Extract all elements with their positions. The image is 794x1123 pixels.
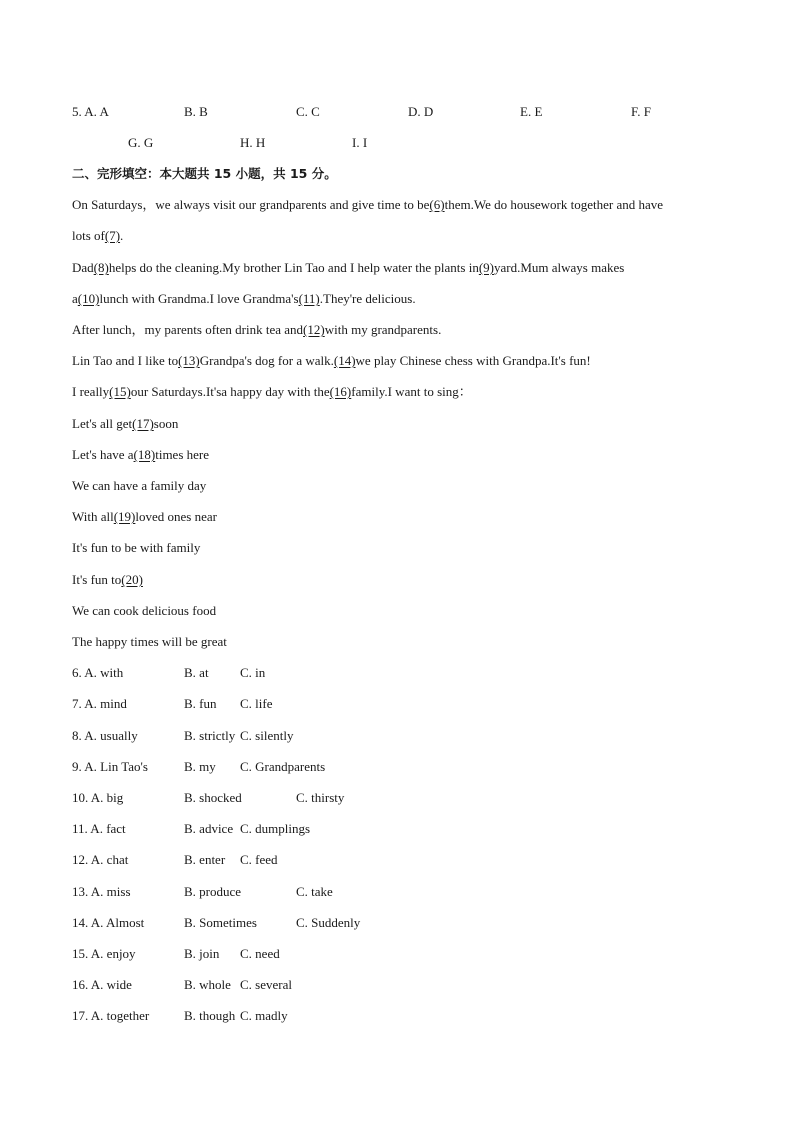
blank-16: (16) [329, 384, 352, 399]
q5-option-c: C. C [296, 104, 320, 119]
passage-text: With all [72, 509, 114, 524]
passage-text: a [72, 291, 78, 306]
question-9-option-a: 9. A. Lin Tao's [72, 759, 148, 774]
question-7-option-a: 7. A. mind [72, 696, 127, 711]
question-13-option-a: 13. A. miss [72, 884, 131, 899]
passage-text: yard.Mum always makes [494, 260, 625, 275]
song-line [72, 572, 143, 588]
question-11-option-c: C. dumplings [240, 821, 311, 836]
passage-text: family.I want to sing： [351, 384, 472, 399]
question-17-option-b: B. though [184, 1008, 236, 1023]
passage-text: them.We do housework together and have [444, 197, 664, 212]
passage-text: It's fun to [72, 572, 122, 587]
q5-option-h: H. H [240, 135, 266, 150]
q5-option-b: B. B [184, 104, 208, 119]
section-heading: 二、完形填空：本大题共 15 小题，共 15 分。 [72, 166, 337, 181]
question-13-option-c: C. take [296, 884, 333, 899]
question-12-option-a: 12. A. chat [72, 852, 129, 867]
blank-7: (7) [104, 228, 121, 243]
song-line [72, 447, 209, 463]
song-line: We can cook delicious food [72, 603, 217, 618]
song-line: It's fun to be with family [72, 540, 201, 555]
passage-text: soon [153, 416, 179, 431]
passage-text: Lin Tao and I like to [72, 353, 179, 368]
passage-text: loved ones near [135, 509, 217, 524]
question-8-option-a: 8. A. usually [72, 728, 138, 743]
passage-text: Grandpa's dog for a walk. [199, 353, 334, 368]
blank-17: (17) [132, 416, 154, 431]
question-7-option-c: C. life [240, 696, 273, 711]
blank-11: (11) [298, 291, 320, 306]
question-9-option-c: C. Grandparents [240, 759, 326, 774]
q5-option-a: 5. A. A [72, 104, 109, 119]
question-6-option-a: 6. A. with [72, 665, 124, 680]
passage-line [72, 228, 123, 244]
question-15-option-b: B. join [184, 946, 220, 961]
song-line: The happy times will be great [72, 634, 227, 649]
song-line: We can have a family day [72, 478, 207, 493]
question-15-option-c: C. need [240, 946, 280, 961]
question-14-option-c: C. Suddenly [296, 915, 361, 930]
q5-option-d: D. D [408, 104, 434, 119]
song-line [72, 416, 178, 432]
question-10-option-c: C. thirsty [296, 790, 345, 805]
blank-14: (14) [333, 353, 356, 368]
blank-12: (12) [303, 322, 325, 337]
passage-text: we play Chinese chess with Grandpa.It's fun! [355, 353, 591, 368]
question-17-option-a: 17. A. together [72, 1008, 150, 1023]
passage-text: . [120, 228, 124, 243]
blank-19: (19) [113, 509, 136, 524]
question-10-option-b: B. shocked [184, 790, 242, 805]
blank-15: (15) [109, 384, 131, 399]
question-16-option-c: C. several [240, 977, 292, 992]
question-14-option-b: B. Sometimes [184, 915, 257, 930]
question-17-option-c: C. madly [240, 1008, 288, 1023]
blank-8: (8) [93, 260, 109, 275]
passage-line [72, 291, 416, 307]
passage-text: lots of [72, 228, 105, 243]
q5-option-i: I. I [352, 135, 368, 150]
question-6-option-c: C. in [240, 665, 266, 680]
passage-line [72, 260, 624, 276]
passage-text: lunch with Grandma.I love Grandma's [99, 291, 299, 306]
question-16-option-a: 16. A. wide [72, 977, 132, 992]
q5-option-e: E. E [520, 104, 543, 119]
question-11-option-a: 11. A. fact [72, 821, 126, 836]
passage-text: Let's all get [72, 416, 133, 431]
passage-text: times here [155, 447, 210, 462]
question-12-option-c: C. feed [240, 852, 278, 867]
q5-option-g: G. G [128, 135, 154, 150]
passage-line [72, 353, 591, 369]
q5-option-f: F. F [631, 104, 651, 119]
passage-text: Let's have a [72, 447, 134, 462]
blank-6: (6) [429, 197, 445, 212]
song-line [72, 509, 217, 525]
question-15-option-a: 15. A. enjoy [72, 946, 136, 961]
passage-text: helps do the cleaning.My brother Lin Tao and I help water the plants in [108, 260, 479, 275]
blank-9: (9) [478, 260, 494, 275]
question-16-option-b: B. whole [184, 977, 231, 992]
question-11-option-b: B. advice [184, 821, 234, 836]
question-9-option-b: B. my [184, 759, 216, 774]
question-14-option-a: 14. A. Almost [72, 915, 145, 930]
passage-text: Dad [72, 260, 94, 275]
blank-20: (20) [121, 572, 143, 587]
blank-13: (13) [178, 353, 200, 368]
question-13-option-b: B. produce [184, 884, 242, 899]
question-10-option-a: 10. A. big [72, 790, 124, 805]
question-7-option-b: B. fun [184, 696, 217, 711]
question-8-option-b: B. strictly [184, 728, 236, 743]
passage-line [72, 384, 472, 400]
passage-text: with my grandparents. [324, 322, 442, 337]
blank-18: (18) [133, 447, 156, 462]
passage-line [72, 197, 663, 213]
passage-text: I really [72, 384, 110, 399]
passage-text: .They're delicious. [319, 291, 416, 306]
passage-text: our Saturdays.It'sa happy day with the [130, 384, 330, 399]
blank-10: (10) [77, 291, 100, 306]
passage-text: After lunch，my parents often drink tea and [72, 322, 304, 337]
question-8-option-c: C. silently [240, 728, 294, 743]
question-6-option-b: B. at [184, 665, 209, 680]
passage-text: On Saturdays，we always visit our grandparents and give time to be [72, 197, 430, 212]
passage-line [72, 322, 441, 338]
question-12-option-b: B. enter [184, 852, 226, 867]
